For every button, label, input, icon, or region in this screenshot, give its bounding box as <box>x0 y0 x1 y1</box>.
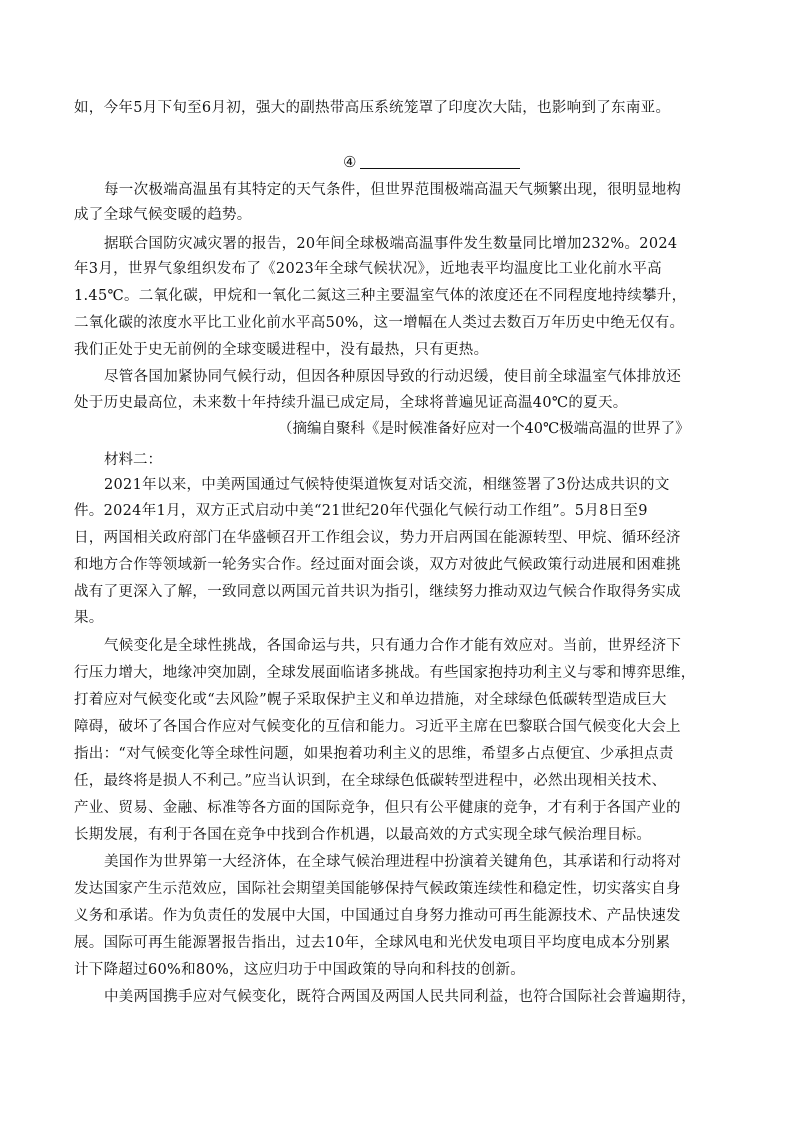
text-line: 二氧化碳的浓度水平比工业化前水平高50%，这一增幅在人类过去数百万年历史中绝无仅有。 <box>74 315 685 331</box>
text-line: 打着应对气候变化或“去风险”幌子采取保护主义和单边措施，对全球绿色低碳转型造成巨大 <box>74 692 667 708</box>
text-line: 计下降超过60%和80%，这应归功于中国政策的导向和科技的创新。 <box>74 962 526 978</box>
text-line: 成了全球气候变暖的趋势。 <box>74 207 252 223</box>
text-line: 中美两国携手应对气候变化，既符合两国及两国人民共同利益，也符合国际社会普遍期待， <box>104 989 696 1005</box>
text-line: 气候变化是全球性挑战，各国命运与共，只有通力合作才能有效应对。当前，世界经济下 <box>104 638 682 654</box>
text-line: 行压力增大，地缘冲突加剧，全球发展面临诸多挑战。有些国家抱持功利主义与零和博弈思维， <box>74 665 696 681</box>
section-heading <box>343 153 523 171</box>
text-line: 任，最终将是损人不利己。”应当认识到，在全球绿色低碳转型进程中，必然出现相关技术、 <box>74 773 667 789</box>
text-line: 果。 <box>74 610 104 626</box>
text-line: 2021年以来，中美两国通过气候特使渠道恢复对话交流，相继签署了3份达成共识的文 <box>104 477 670 493</box>
text-line: 长期发展，有利于各国在竞争中找到合作机遇，以最高效的方式实现全球气候治理目标。 <box>74 827 652 843</box>
text-line: 年3月，世界气象组织发布了《2023年全球气候状况》，近地表平均温度比工业化前水平高 <box>74 261 662 277</box>
text-line: 每一次极端高温虽有其特定的天气条件，但世界范围极端高温天气频繁出现，很明显地构 <box>104 182 682 198</box>
text-line: 发达国家产生示范效应，国际社会期望美国能够保持气候政策连续性和稳定性，切实落实自身 <box>74 881 681 897</box>
text-line: 战有了更深入了解，一致同意以两国元首共识为指引，继续努力推动双边气候合作取得务实成 <box>74 584 681 600</box>
text-line: 尽管各国加紧协同气候行动，但因各种原因导致的行动迟缓，使目前全球温室气体排放还 <box>104 369 682 385</box>
section-number: ④ <box>343 153 357 171</box>
text-line: 美国作为世界第一大经济体，在全球气候治理进程中扮演着关键角色，其承诺和行动将对 <box>104 854 682 870</box>
source-citation: （摘编自聚科《是时候准备好应对一个40℃极端高温的世界了》 <box>278 421 690 437</box>
text-line: 如，今年5月下旬至6月初，强大的副热带高压系统笼罩了印度次大陆，也影响到了东南亚。 <box>74 100 671 116</box>
text-line: 我们正处于史无前例的全球变暖进程中，没有最热，只有更热。 <box>74 342 489 358</box>
fill-in-blank <box>360 168 520 169</box>
text-line: 件。2024年1月，双方正式启动中美“21世纪20年代强化气候行动工作组”。5月8日至9 <box>74 503 648 519</box>
text-line: 指出：“对气候变化等全球性问题，如果抱着功利主义的思维，希望多占点便宜、少承担点责 <box>74 746 674 762</box>
material-heading: 材料二： <box>104 452 162 468</box>
text-line: 1.45℃。二氧化碳，甲烷和一氧化二氮这三种主要温室气体的浓度还在不同程度地持续攀升， <box>74 288 687 304</box>
text-line: 日，两国相关政府部门在华盛顿召开工作组会议，势力开启两国在能源转型、甲烷、循环经济 <box>74 530 681 546</box>
text-line: 据联合国防灾减灾署的报告，20年间全球极端高温事件发生数量同比增加232%。2024 <box>104 236 678 252</box>
text-line: 义务和承诺。作为负责任的发展中大国，中国通过自身努力推动可再生能源技术、产品快速发 <box>74 908 681 924</box>
text-line: 产业、贸易、金融、标准等各方面的国际竞争，但只有公平健康的竞争，才有利于各国产业的 <box>74 800 681 816</box>
text-line: 和地方合作等领域新一轮务实合作。经过面对面会谈，双方对彼此气候政策行动进展和困难挑 <box>74 557 681 573</box>
text-line: 处于历史最高位，未来数十年持续升温已成定局，全球将普遍见证高温40℃的夏天。 <box>74 395 628 411</box>
text-line: 障碍，破坏了各国合作应对气候变化的互信和能力。习近平主席在巴黎联合国气候变化大会上 <box>74 719 681 735</box>
text-line: 展。国际可再生能源署报告指出，过去10年，全球风电和光伏发电项目平均度电成本分别累 <box>74 935 671 951</box>
